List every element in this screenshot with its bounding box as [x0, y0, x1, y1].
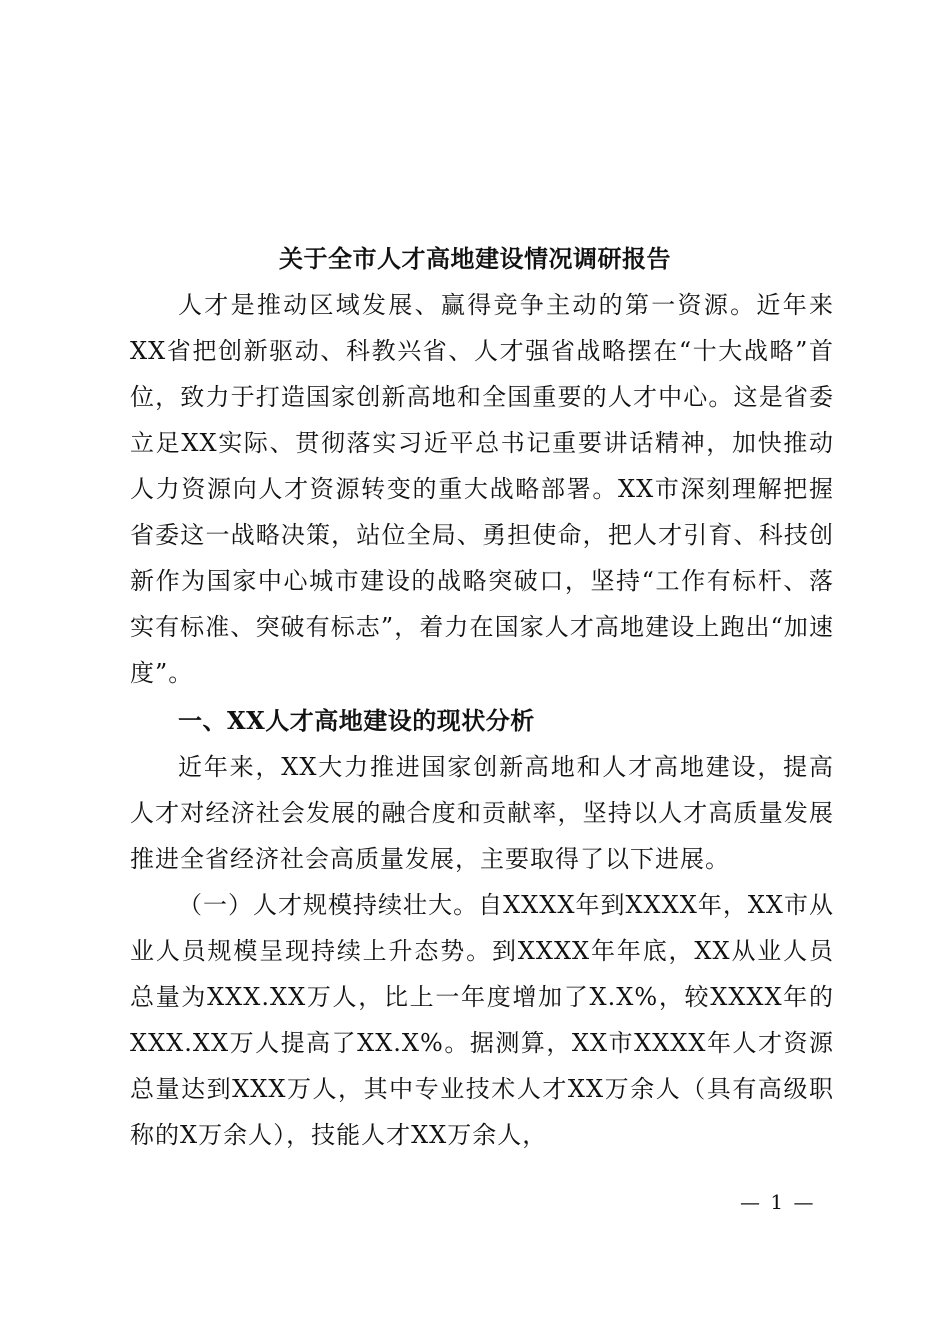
page-number: — 1 —: [740, 1190, 816, 1214]
paragraph-talent-scale: [130, 882, 834, 1158]
section-heading-1: 一、XX人才高地建设的现状分析: [178, 706, 535, 735]
paragraph-section-1-intro: 近年来，XX大力推进国家创新高地和人才高地建设，提高人才对经济社会发展的融合度和贡献率，坚持以人才高质量发展推进全省经济社会高质量发展，主要取得了以下进展。: [130, 753, 834, 873]
paragraph-intro: 人才是推动区域发展、赢得竞争主动的第一资源。近年来XX省把创新驱动、科教兴省、人才强省战略摆在“十大战略”首位，致力于打造国家创新高地和全国重要的人才中心。这是省委立足XX实际、贯彻落实习近平总书记重要讲话精神，加快推动人力资源向人才资源转变的重大战略部署。XX市深刻理解把握省委这一战略决策，站位全局、勇担使命，把人才引育、科技创新作为国家中心城市建设的战略突破口，坚持“工作有标杆、落实有标准、突破有标志”，着力在国家人才高地建设上跑出“加速度”。: [130, 291, 834, 687]
subsection-text: 自XXXX年到XXXX年，XX市从业人员规模呈现持续上升态势。到XXXX年年底，XX从业人员总量为XXX.XX万人，比上一年度增加了X.X%，较XXXX年的XXX.XX万人提高了XX.X%。据测算，XX市XXXX年人才资源总量达到XXX万人，其中专业技术人才XX万余人（具有高级职称的X万余人），技能人才XX万余人，: [130, 891, 835, 1149]
document-title: 关于全市人才高地建设情况调研报告: [279, 244, 671, 273]
subsection-lead: （一）人才规模持续壮大。: [178, 891, 479, 919]
